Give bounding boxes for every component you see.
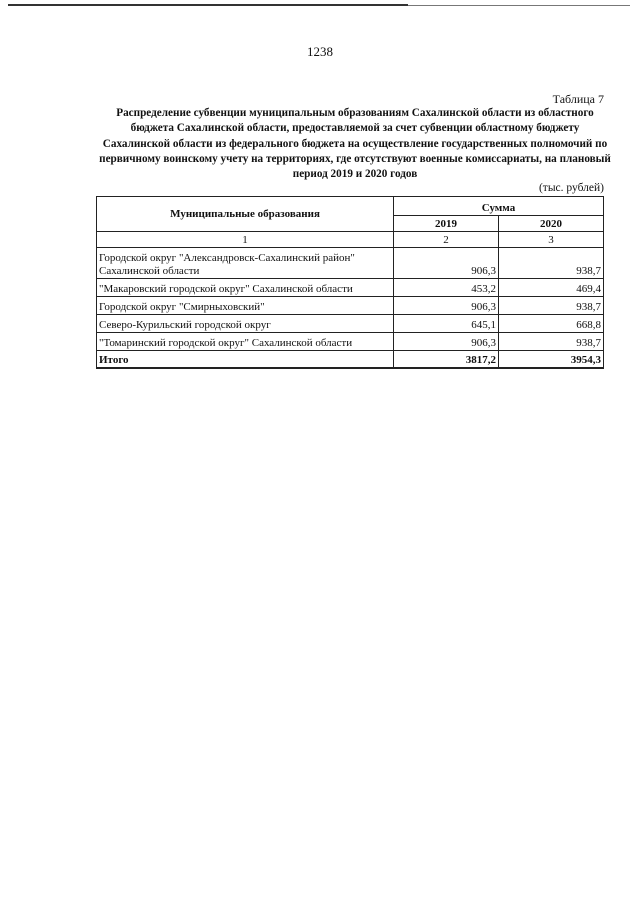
total-row [97,351,604,369]
column-number: 2 [394,232,499,248]
document-title: Распределение субвенции муниципальным образованиям Сахалинской области из областного бюджета Сахалинской области, предоставляемой за счет субвенции областному бюджету Сахалинской области из федерального бюджета на осуществление государственных полномочий по первичному воинскому учету на территориях, где отсутствуют военные комиссариаты, на плановый период 2019 и 2020 годов [99,107,611,181]
amount-2019: 645,1 [394,315,499,333]
column-number: 3 [499,232,604,248]
municipality-name: Городской округ "Александровск-Сахалинский район" Сахалинской области [97,248,394,279]
page-number: 1238 [307,44,333,59]
top-border-line [8,4,408,6]
amount-2019: 906,3 [394,248,499,279]
table-row [97,315,604,333]
municipality-name: "Томаринский городской округ" Сахалинской области [97,333,394,351]
column-number-row [97,232,604,248]
top-border-line-thin [408,5,630,6]
municipality-name: Городской округ "Смирныховский" [97,297,394,315]
table-row [97,297,604,315]
amount-2020: 938,7 [499,333,604,351]
header-year-2020: 2020 [499,216,604,232]
amount-2020: 668,8 [499,315,604,333]
table-row [97,279,604,297]
table-row [97,248,604,279]
amount-2019: 906,3 [394,333,499,351]
amount-2020: 938,7 [499,297,604,315]
header-row [97,197,604,216]
table-label: Таблица 7 [552,92,604,106]
subvention-table [96,196,604,369]
header-sum: Сумма [394,197,604,216]
header-municipalities: Муниципальные образования [97,197,394,232]
total-2019: 3817,2 [394,351,499,369]
amount-2019: 906,3 [394,297,499,315]
municipality-name: "Макаровский городской округ" Сахалинской области [97,279,394,297]
units-label: (тыс. рублей) [538,182,604,194]
total-label: Итого [97,351,394,369]
municipality-name: Северо-Курильский городской округ [97,315,394,333]
amount-2020: 469,4 [499,279,604,297]
total-2020: 3954,3 [499,351,604,369]
column-number: 1 [97,232,394,248]
header-year-2019: 2019 [394,216,499,232]
amount-2020: 938,7 [499,248,604,279]
table-row [97,333,604,351]
amount-2019: 453,2 [394,279,499,297]
